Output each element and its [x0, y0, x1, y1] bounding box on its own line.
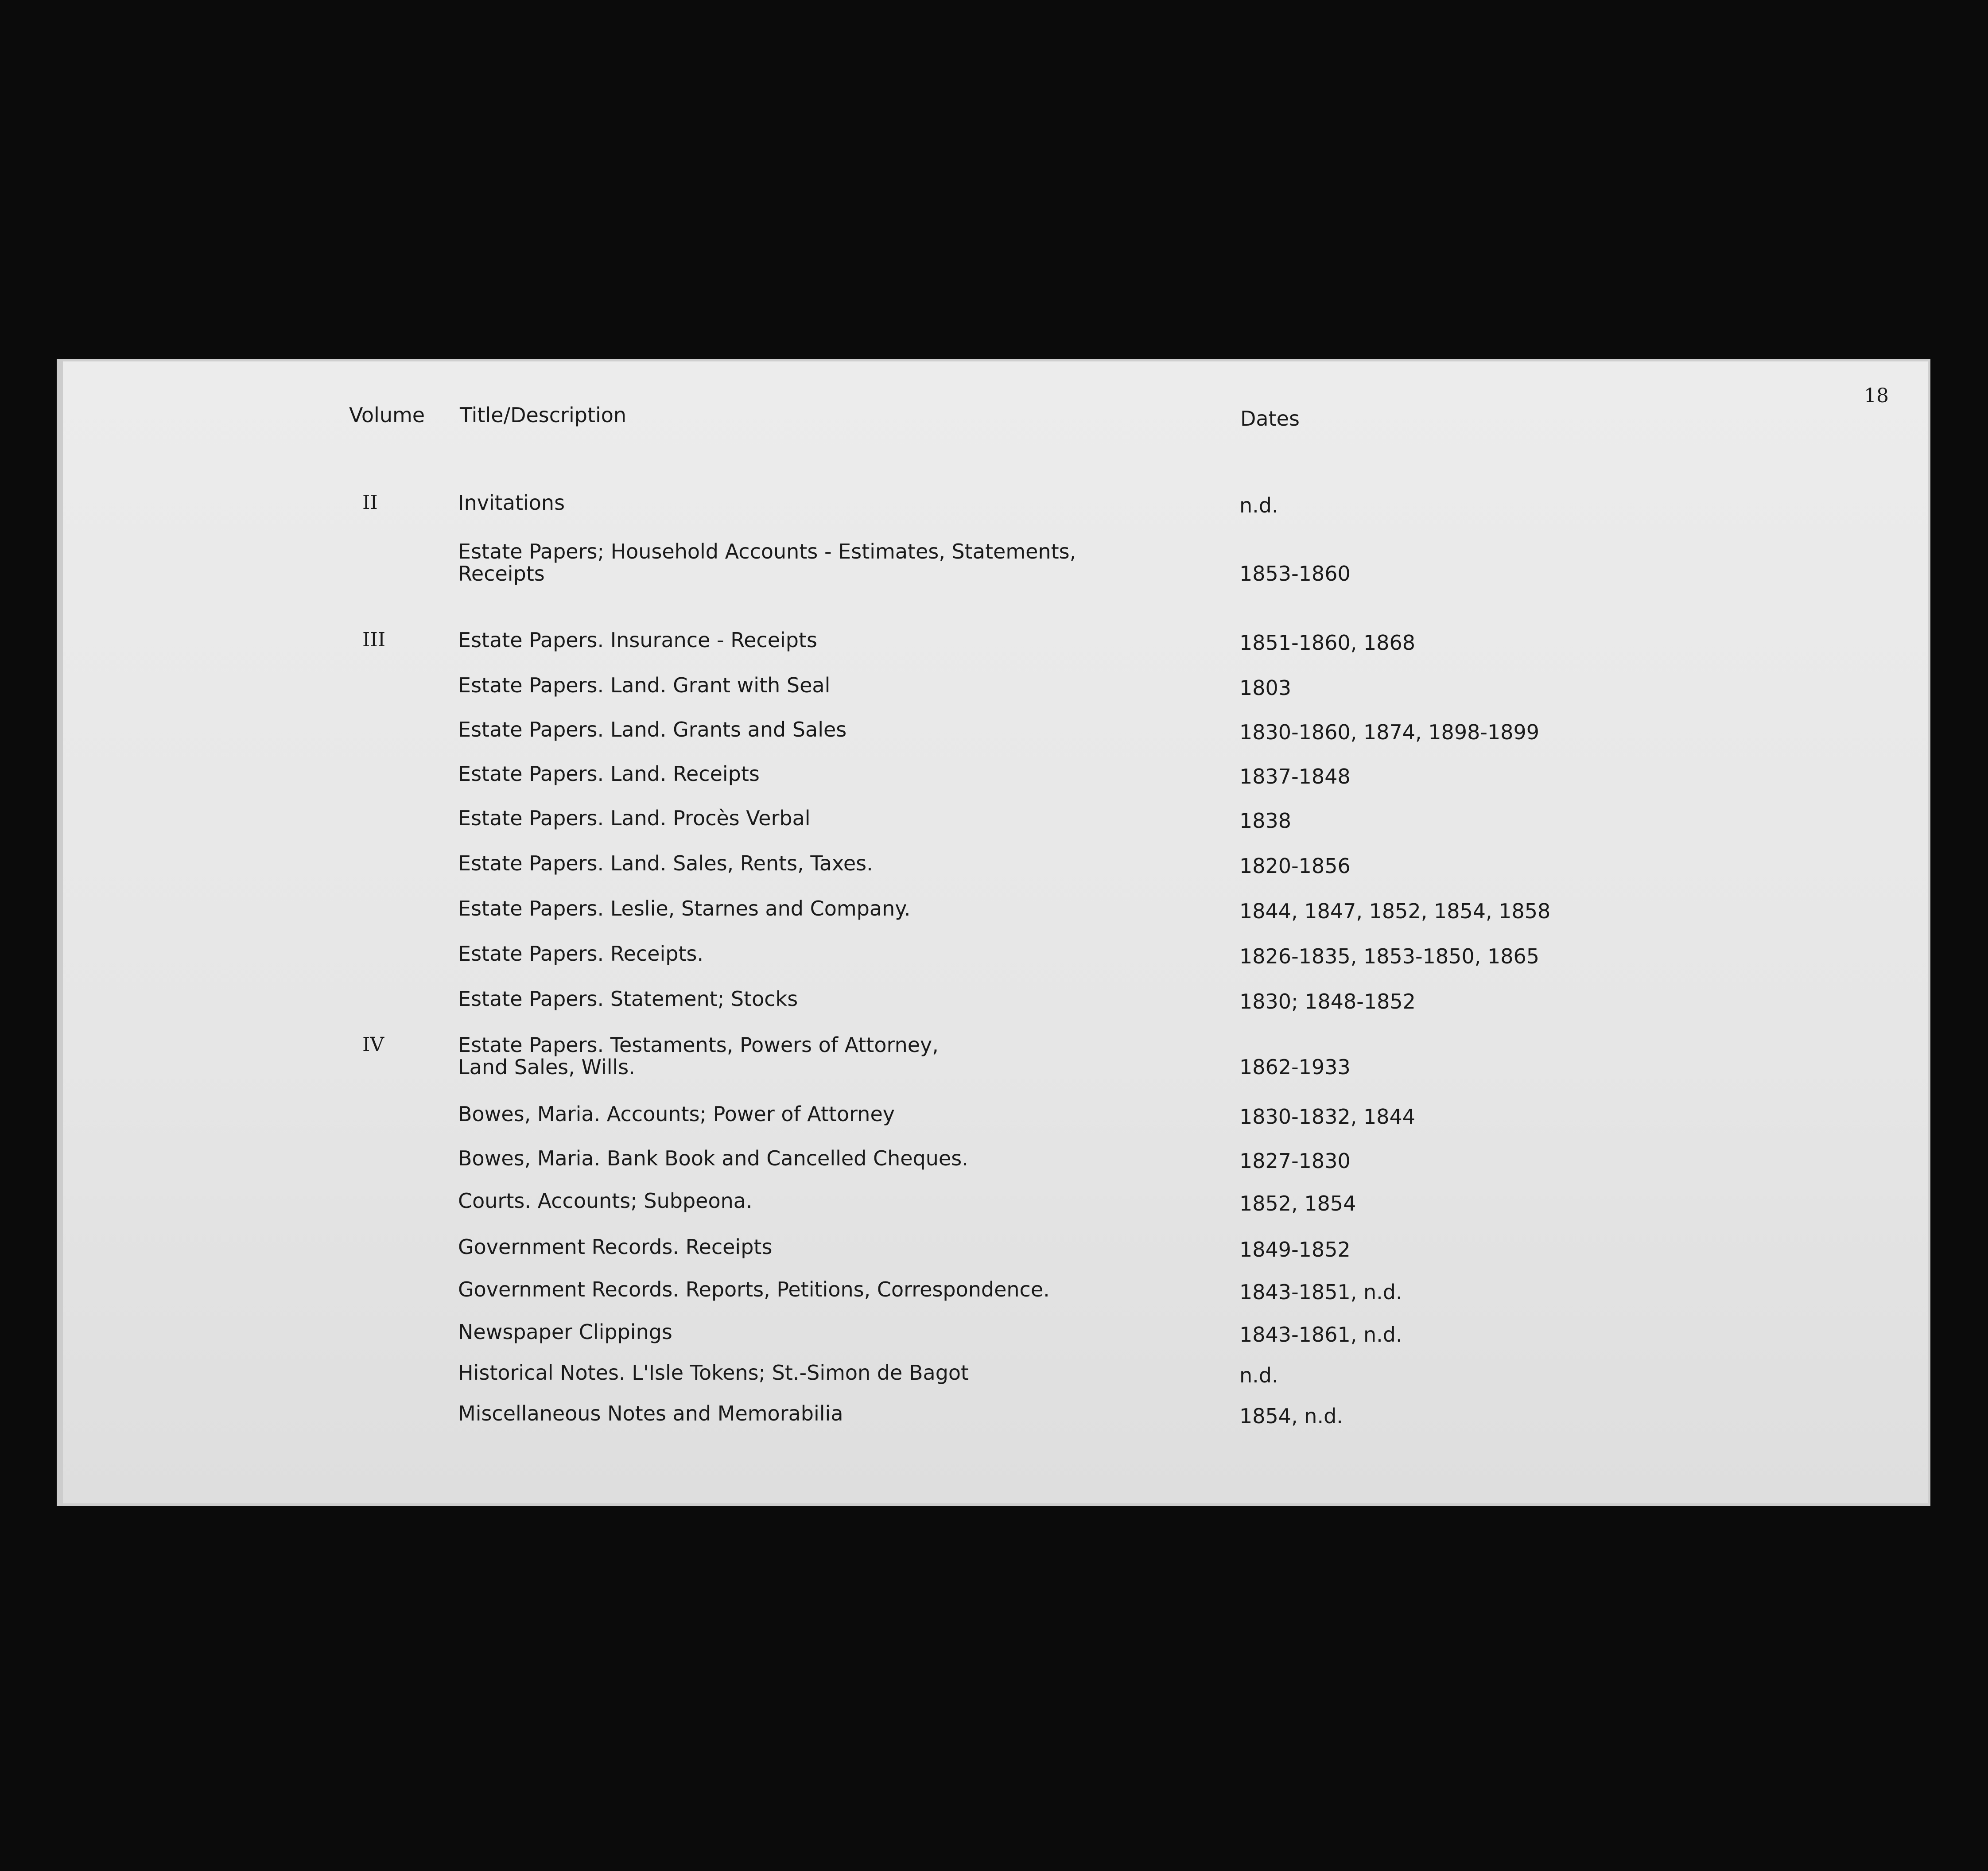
description-line: Estate Papers. Insurance - Receipts [458, 628, 817, 652]
title-description [458, 629, 1122, 651]
description-line: Newspaper Clippings [458, 1320, 672, 1344]
title-description [458, 540, 1122, 585]
dates-value: 1830; 1848-1852 [1239, 990, 1416, 1013]
volume-label: III [362, 629, 386, 651]
column-header-dates: Dates [1240, 407, 1300, 431]
dates-value: 1854, n.d. [1239, 1404, 1343, 1428]
title-description [458, 718, 1122, 741]
title-description [458, 1103, 1122, 1125]
description-line: Land Sales, Wills. [458, 1055, 635, 1079]
title-description [458, 897, 1122, 920]
title-description [458, 852, 1122, 874]
title-description [458, 492, 1122, 514]
dates-value: 1849-1852 [1239, 1238, 1351, 1262]
title-description [458, 1190, 1122, 1212]
volume-label: II [362, 491, 378, 514]
description-line: Invitations [458, 491, 565, 515]
dates-value: 1851-1860, 1868 [1239, 631, 1416, 655]
description-line: Bowes, Maria. Bank Book and Cancelled Cheques. [458, 1146, 968, 1170]
title-description [458, 674, 1122, 696]
title-description [458, 807, 1122, 829]
description-line: Bowes, Maria. Accounts; Power of Attorney [458, 1102, 895, 1126]
column-header-volume: Volume [349, 403, 425, 427]
description-line: Estate Papers. Leslie, Starnes and Company. [458, 897, 911, 920]
title-description [458, 1034, 1122, 1078]
dates-value: 1803 [1239, 676, 1292, 700]
description-line: Estate Papers. Land. Receipts [458, 762, 760, 786]
title-description [458, 1362, 1122, 1384]
title-description [458, 1236, 1122, 1258]
title-description [458, 988, 1122, 1010]
description-line: Estate Papers. Testaments, Powers of Attorney, [458, 1033, 939, 1057]
description-line: Estate Papers. Land. Procès Verbal [458, 806, 811, 830]
description-line: Estate Papers. Land. Grants and Sales [458, 718, 847, 741]
description-line: Historical Notes. L'Isle Tokens; St.-Simon de Bagot [458, 1361, 969, 1385]
description-line: Government Records. Receipts [458, 1235, 773, 1259]
dates-value: 1830-1860, 1874, 1898-1899 [1239, 720, 1540, 744]
dates-value: 1827-1830 [1239, 1149, 1351, 1173]
dates-value: 1838 [1239, 809, 1292, 833]
dates-value: 1837-1848 [1239, 765, 1351, 788]
dates-value: 1862-1933 [1239, 1055, 1351, 1079]
description-line: Estate Papers. Land. Sales, Rents, Taxes. [458, 851, 873, 875]
description-line: Estate Papers. Receipts. [458, 942, 704, 966]
dates-value: 1830-1832, 1844 [1239, 1105, 1416, 1129]
dates-value: 1853-1860 [1239, 562, 1351, 586]
dates-value: n.d. [1239, 493, 1278, 517]
description-line: Estate Papers. Land. Grant with Seal [458, 673, 831, 697]
page-number: 18 [1864, 384, 1889, 407]
dates-value: 1844, 1847, 1852, 1854, 1858 [1239, 899, 1551, 923]
title-description [458, 943, 1122, 965]
dates-value: n.d. [1239, 1363, 1278, 1387]
title-description [458, 1278, 1122, 1300]
title-description [458, 1402, 1122, 1425]
description-line: Miscellaneous Notes and Memorabilia [458, 1401, 843, 1425]
description-line: Estate Papers. Statement; Stocks [458, 987, 798, 1011]
title-description [458, 1321, 1122, 1343]
dates-value: 1820-1856 [1239, 854, 1351, 878]
title-description [458, 763, 1122, 785]
description-line: Receipts [458, 562, 545, 586]
description-line: Estate Papers; Household Accounts - Estimates, Statements, [458, 540, 1076, 563]
dates-value: 1843-1861, n.d. [1239, 1323, 1402, 1347]
dates-value: 1852, 1854 [1239, 1192, 1356, 1215]
description-line: Courts. Accounts; Subpeona. [458, 1189, 753, 1213]
column-header-title: Title/Description [460, 403, 627, 427]
document-page [57, 359, 1930, 1506]
description-line: Government Records. Reports, Petitions, Correspondence. [458, 1277, 1050, 1301]
title-description [458, 1147, 1122, 1169]
dates-value: 1826-1835, 1853-1850, 1865 [1239, 944, 1540, 968]
volume-label: IV [362, 1033, 384, 1056]
dates-value: 1843-1851, n.d. [1239, 1280, 1402, 1304]
